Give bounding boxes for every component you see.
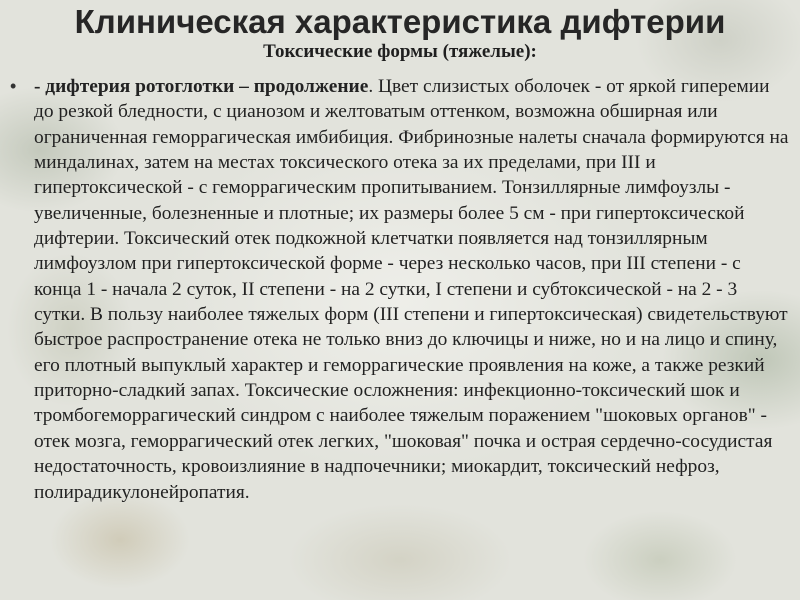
slide-title: Клиническая характеристика дифтерии — [74, 3, 726, 40]
bullet-lead-bold: - дифтерия ротоглотки – продолжение — [34, 76, 369, 97]
slide-subtitle: Токсические формы (тяжелые): — [263, 41, 537, 62]
bullet-body: . Цвет слизистых оболочек - от яркой гиперемии до резкой бледности, с цианозом и желтоватым оттенком, возможна обширная или ограниченная геморрагическая имбибиция. Фибринозные налеты сначала формируются на миндалинах, затем на местах токсического отека за их пределами, при III и гипертоксической - с геморрагическим пропитыванием. Тонзиллярные лимфоузлы - увеличенные, болезненные и плотные; их размеры более 5 см - при гипертоксической дифтерии. Токсический отек подкожной клетчатки появляется над тонзиллярным лимфоузлом при гипертоксической форме - через несколько часов, при III степени - с конца 1 - начала 2 суток, II степени - на 2 сутки, I степени и субтоксической - на 2 - 3 сутки. В пользу наиболее тяжелых форм (III степени и гипертоксическая) свидетельствуют быстрое распространение отека не только вниз до ключицы и ниже, но и на лицо и спину, его плотный выпуклый характер и геморрагические проявления на коже, а также резкий приторно-сладкий запах. Токсические осложнения: инфекционно-токсический шок и тромбогеморрагический синдром с наиболее тяжелым поражением "шоковых органов" - отек мозга, геморрагический отек легких, "шоковая" почка и острая сердечно-сосудистая недостаточность, кровоизлияние в надпочечники; миокардит, токсический нефроз, полирадикулонейропатия. — [34, 76, 789, 503]
bullet-item — [10, 74, 790, 505]
bullet-dot-icon: • — [10, 76, 17, 96]
bullet-text — [34, 74, 790, 505]
